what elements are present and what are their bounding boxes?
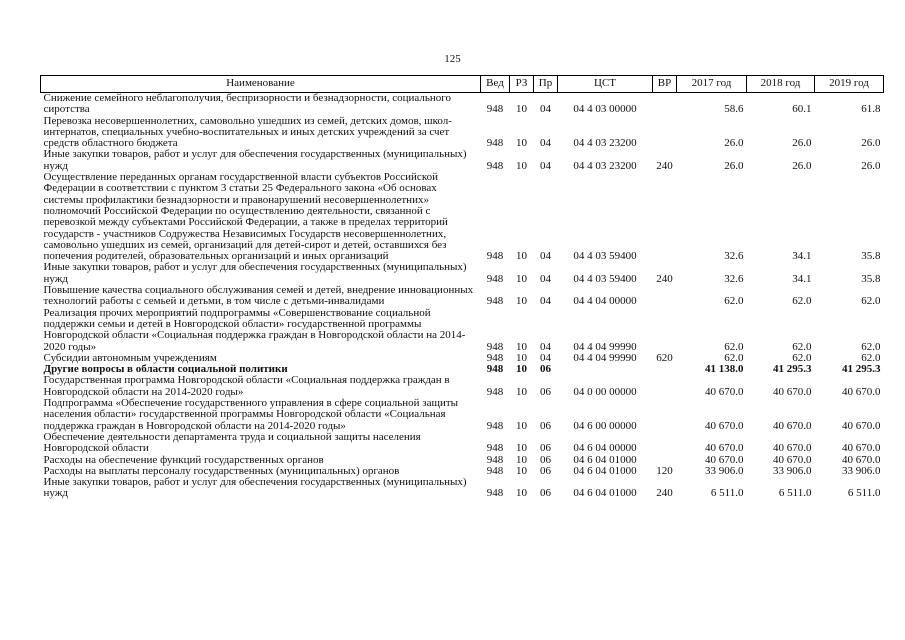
- cell-cst: 04 4 03 23200: [573, 137, 637, 150]
- cell-2019: 26.0: [861, 159, 881, 172]
- cell-2018: 34.1: [792, 250, 812, 263]
- cell-vr: 620: [656, 351, 673, 364]
- cell-ved: 948: [486, 103, 504, 116]
- page-number: 125: [444, 53, 461, 65]
- cell-rz: 10: [516, 272, 527, 285]
- cell-name: Подпрограмма «Обеспечение государственного управления в сфере социальной защиты населения области» государственной программы Новгородской области «Социальная поддержка граждан в Новгородской области на 2014-2020 годы»: [43, 397, 459, 432]
- cell-pr: 06: [540, 487, 551, 500]
- cell-2017: 6 511.0: [710, 487, 744, 500]
- cell-name: Расходы на обеспечение функций государственных органов: [43, 453, 324, 466]
- cell-ved: 948: [486, 419, 504, 432]
- cell-ved: 948: [486, 272, 504, 285]
- cell-2017: 58.6: [724, 103, 744, 116]
- cell-cst: 04 4 04 00000: [573, 295, 637, 308]
- cell-vr: 120: [656, 464, 673, 477]
- cell-cst: 04 6 04 01000: [573, 464, 637, 477]
- cell-cst: 04 6 04 01000: [573, 453, 637, 466]
- cell-2018: 62.0: [792, 351, 812, 364]
- cell-rz: 10: [516, 487, 527, 500]
- cell-pr: 06: [540, 363, 551, 376]
- cell-2019: 62.0: [861, 340, 881, 353]
- cell-vr: [653, 308, 677, 353]
- cell-2017: 33 906.0: [705, 464, 744, 477]
- cell-vr: [653, 285, 677, 308]
- cell-2017: 32.6: [724, 250, 744, 263]
- header-2017: 2017 год: [677, 76, 747, 93]
- cell-2018: 40 670.0: [773, 442, 812, 455]
- cell-2017: 62.0: [724, 295, 744, 308]
- cell-vr: 240: [656, 487, 673, 500]
- cell-ved: 948: [486, 487, 504, 500]
- cell-ved: 948: [486, 340, 504, 353]
- cell-vr: [653, 172, 677, 262]
- table-row: [41, 93, 884, 116]
- cell-name: Повышение качества социального обслуживания семей и детей, внедрение инновационных технологий работы с семьей и детьми, в том числе с детьми-инвалидами: [43, 284, 474, 308]
- cell-2019: 40 670.0: [842, 442, 881, 455]
- cell-name: Снижение семейного неблагополучия, беспризорности и безнадзорности, социального сиротства: [43, 92, 452, 116]
- cell-2019: 35.8: [861, 250, 881, 263]
- table-row: [41, 432, 884, 455]
- cell-ved: 948: [486, 464, 504, 477]
- cell-cst: 04 6 04 00000: [573, 442, 637, 455]
- cell-cst: 04 4 03 00000: [573, 103, 637, 116]
- cell-rz: 10: [516, 419, 527, 432]
- cell-ved: 948: [486, 295, 504, 308]
- cell-rz: 10: [516, 137, 527, 150]
- cell-vr: [653, 116, 677, 150]
- cell-2019: 62.0: [861, 351, 881, 364]
- cell-pr: 04: [540, 272, 551, 285]
- cell-2018: 6 511.0: [778, 487, 812, 500]
- header-pr: Пр: [534, 76, 558, 93]
- cell-name: Обеспечение деятельности департамента труда и социальной защиты населения Новгородской области: [43, 430, 421, 455]
- cell-name: Реализация прочих мероприятий подпрограммы «Совершенствование социальной поддержки семьи и детей в Новгородской области» государственной программы Новгородской области «Социальная поддержка граждан в Новгородской области на 2014-2020 годы»: [43, 306, 466, 353]
- cell-2018: 40 670.0: [773, 385, 812, 398]
- cell-2017: 62.0: [724, 351, 744, 364]
- header-ved: Вед: [481, 76, 510, 93]
- cell-rz: 10: [516, 250, 527, 263]
- cell-pr: 04: [540, 103, 551, 116]
- cell-2019: 40 670.0: [842, 385, 881, 398]
- cell-2018: 40 670.0: [773, 419, 812, 432]
- cell-vr: 240: [656, 159, 673, 172]
- cell-rz: 10: [516, 464, 527, 477]
- cell-cst: 04 0 00 00000: [573, 385, 637, 398]
- cell-rz: 10: [516, 340, 527, 353]
- cell-2017: 40 670.0: [705, 385, 744, 398]
- cell-2018: 26.0: [792, 159, 812, 172]
- cell-name: Субсидии автономным учреждениям: [43, 351, 217, 364]
- table-row: [41, 172, 884, 262]
- cell-vr: [653, 432, 677, 455]
- cell-rz: 10: [516, 351, 527, 364]
- cell-pr: 04: [540, 159, 551, 172]
- cell-pr: 04: [540, 137, 551, 150]
- cell-2017: 26.0: [724, 159, 744, 172]
- cell-2018: 40 670.0: [773, 453, 812, 466]
- cell-name: Государственная программа Новгородской области «Социальная поддержка граждан в Новгородской области на 2014-2020 годы»: [43, 374, 450, 398]
- cell-2019: 33 906.0: [842, 464, 881, 477]
- header-2018: 2018 год: [747, 76, 815, 93]
- cell-2019: 26.0: [861, 137, 881, 150]
- header-name: Наименование: [41, 76, 481, 93]
- header-2019: 2019 год: [815, 76, 884, 93]
- cell-pr: 04: [540, 250, 551, 263]
- header-vr: ВР: [653, 76, 677, 93]
- table-row: [41, 285, 884, 308]
- cell-ved: 948: [486, 351, 504, 364]
- cell-name: Расходы на выплаты персоналу государственных (муниципальных) органов: [43, 464, 400, 477]
- cell-ved: 948: [486, 250, 504, 263]
- cell-pr: 04: [540, 351, 551, 364]
- table-body: [41, 93, 884, 500]
- cell-ved: 948: [486, 442, 504, 455]
- cell-2017: 40 670.0: [705, 419, 744, 432]
- table-row: [41, 116, 884, 150]
- cell-rz: 10: [516, 103, 527, 116]
- cell-2017: 32.6: [724, 272, 744, 285]
- cell-cst: 04 6 00 00000: [573, 419, 637, 432]
- cell-name: Осуществление переданных органам государственной власти субъектов Российской Федерации в соответствии с пунктом 3 статьи 25 Федерального закона «Об основах системы профилактики безнадзорности и правонарушений несовершеннолетних» полномочий Российской Федерации по осуществлению деятельности, связанной с перевозкой между субъектами Российской Федерации, а также в пределах территорий государств - участников Содружества Независимых Государств несовершеннолетних, самовольно ушедших из семей, организаций для детей-сирот и детей, оставшихся без попечения родителей, образовательных организаций и иных организаций: [43, 171, 448, 263]
- cell-name: Иные закупки товаров, работ и услуг для обеспечения государственных (муниципальных) нужд: [43, 148, 467, 172]
- table-row: [41, 375, 884, 398]
- cell-2017: 40 670.0: [705, 442, 744, 455]
- cell-cst: 04 4 03 59400: [573, 272, 637, 285]
- cell-pr: 06: [540, 419, 551, 432]
- cell-name: Перевозка несовершеннолетних, самовольно ушедших из семей, детских домов, школ-интернатов, специальных учебно-воспитательных и иных детских учреждений за счет средств областного бюджета: [43, 114, 452, 150]
- cell-2019: 61.8: [861, 103, 881, 116]
- cell-name: Другие вопросы в области социальной политики: [43, 363, 288, 376]
- cell-cst: 04 4 04 99990: [573, 351, 637, 364]
- cell-2017: 62.0: [724, 340, 744, 353]
- cell-cst: 04 6 04 01000: [573, 487, 637, 500]
- cell-rz: 10: [516, 295, 527, 308]
- cell-pr: 06: [540, 464, 551, 477]
- cell-rz: 10: [516, 442, 527, 455]
- cell-vr: [653, 398, 677, 432]
- table-row: [41, 262, 884, 285]
- cell-ved: 948: [486, 363, 504, 376]
- cell-cst: 04 4 03 59400: [573, 250, 637, 263]
- cell-name: Иные закупки товаров, работ и услуг для обеспечения государственных (муниципальных) нужд: [43, 476, 467, 500]
- table-row: [41, 398, 884, 432]
- cell-2017: 41 138.0: [705, 363, 744, 376]
- cell-2019: 41 295.3: [842, 363, 881, 376]
- cell-2018: 62.0: [792, 340, 812, 353]
- cell-pr: 06: [540, 385, 551, 398]
- budget-table: [40, 75, 884, 500]
- cell-pr: 06: [540, 442, 551, 455]
- cell-2017: 40 670.0: [705, 453, 744, 466]
- cell-rz: 10: [516, 385, 527, 398]
- cell-rz: 10: [516, 363, 527, 376]
- cell-pr: 04: [540, 295, 551, 308]
- cell-2018: 26.0: [792, 137, 812, 150]
- cell-vr: [653, 93, 677, 116]
- cell-cst: [558, 364, 653, 375]
- header-cst: ЦСТ: [558, 76, 653, 93]
- cell-ved: 948: [486, 137, 504, 150]
- cell-2019: 6 511.0: [847, 487, 881, 500]
- cell-vr: [653, 364, 677, 375]
- cell-2017: 26.0: [724, 137, 744, 150]
- cell-2019: 40 670.0: [842, 419, 881, 432]
- header-rz: РЗ: [510, 76, 534, 93]
- cell-2019: 62.0: [861, 295, 881, 308]
- cell-vr: 240: [656, 272, 673, 285]
- cell-ved: 948: [486, 159, 504, 172]
- cell-rz: 10: [516, 453, 527, 466]
- table-row: [41, 477, 884, 500]
- cell-cst: 04 4 04 99990: [573, 340, 637, 353]
- cell-ved: 948: [486, 385, 504, 398]
- table-header-row: [41, 76, 884, 93]
- cell-2018: 41 295.3: [773, 363, 812, 376]
- cell-pr: 04: [540, 340, 551, 353]
- table-row: [41, 308, 884, 353]
- cell-rz: 10: [516, 159, 527, 172]
- cell-2018: 62.0: [792, 295, 812, 308]
- cell-cst: 04 4 03 23200: [573, 159, 637, 172]
- cell-2019: 35.8: [861, 272, 881, 285]
- cell-2019: 40 670.0: [842, 453, 881, 466]
- cell-2018: 60.1: [792, 103, 812, 116]
- cell-ved: 948: [486, 453, 504, 466]
- cell-name: Иные закупки товаров, работ и услуг для обеспечения государственных (муниципальных) нужд: [43, 261, 467, 285]
- cell-vr: [653, 375, 677, 398]
- cell-2018: 34.1: [792, 272, 812, 285]
- cell-2018: 33 906.0: [773, 464, 812, 477]
- cell-pr: 06: [540, 453, 551, 466]
- table-row: [41, 149, 884, 172]
